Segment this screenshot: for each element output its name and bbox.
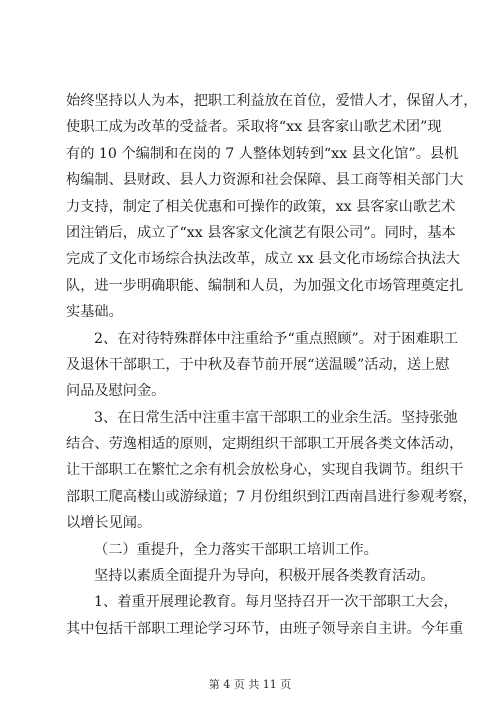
text-line: 团注销后，成立了“xx 县客家文化演艺有限公司”。同时，基本 [66,224,456,241]
text-line: 实基础。 [66,304,123,321]
text-line: 有的 10 个编制和在岗的 7 人整体划转到“xx 县文化馆”。县机 [66,145,459,162]
text-line: 力支持，制定了相关优惠和可操作的政策，xx 县客家山歌艺术 [66,198,456,215]
page-footer: 第 4 页 共 11 页 [208,678,292,691]
text-line: 其中包括干部职工理论学习环节，由班子领导亲自主讲。今年重 [66,620,464,637]
text-line: 完成了文化市场综合执法改革，成立 xx 县文化市场综合执法大 [66,251,460,268]
text-line: 2、在对待特殊群体中注重给予“重点照顾”。对于困难职工 [94,330,459,347]
text-line: 1、着重开展理论教育。每月坚持召开一次干部职工大会， [94,594,458,611]
text-line: 始终坚持以人为本，把职工利益放在首位，爱惜人才，保留人才， [66,93,478,109]
text-line: 坚持以素质全面提升为导向，积极开展各类教育活动。 [94,568,435,585]
text-line: 3、在日常生活中注重丰富干部职工的业余生活。坚持张弛 [94,409,458,426]
text-line: 问品及慰问金。 [66,383,166,400]
text-line: 部职工爬高楼山或游绿道；7 月份组织到江西南昌进行参观考察， [66,488,477,505]
text-line: 使职工成为改革的受益者。采取将“xx 县客家山歌艺术团”现 [66,119,442,136]
text-line: 及退休干部职工，于中秋及春节前开展“送温暖”活动，送上慰 [66,356,450,373]
text-line: 队，进一步明确职能、编制和人员，为加强文化市场管理奠定扎 [66,277,464,294]
body-text [66,88,478,642]
text-line: 让干部职工在繁忙之余有机会放松身心，实现自我调节。组织干 [66,462,464,479]
text-line: 以增长见闻。 [66,515,152,532]
text-line: 结合、劳逸相适的原则，定期组织干部职工开展各类文体活动， [66,436,464,453]
text-line: （二）重提升，全力落实干部职工培训工作。 [94,541,378,558]
text-line: 构编制、县财政、县人力资源和社会保障、县工商等相关部门大 [66,172,464,189]
